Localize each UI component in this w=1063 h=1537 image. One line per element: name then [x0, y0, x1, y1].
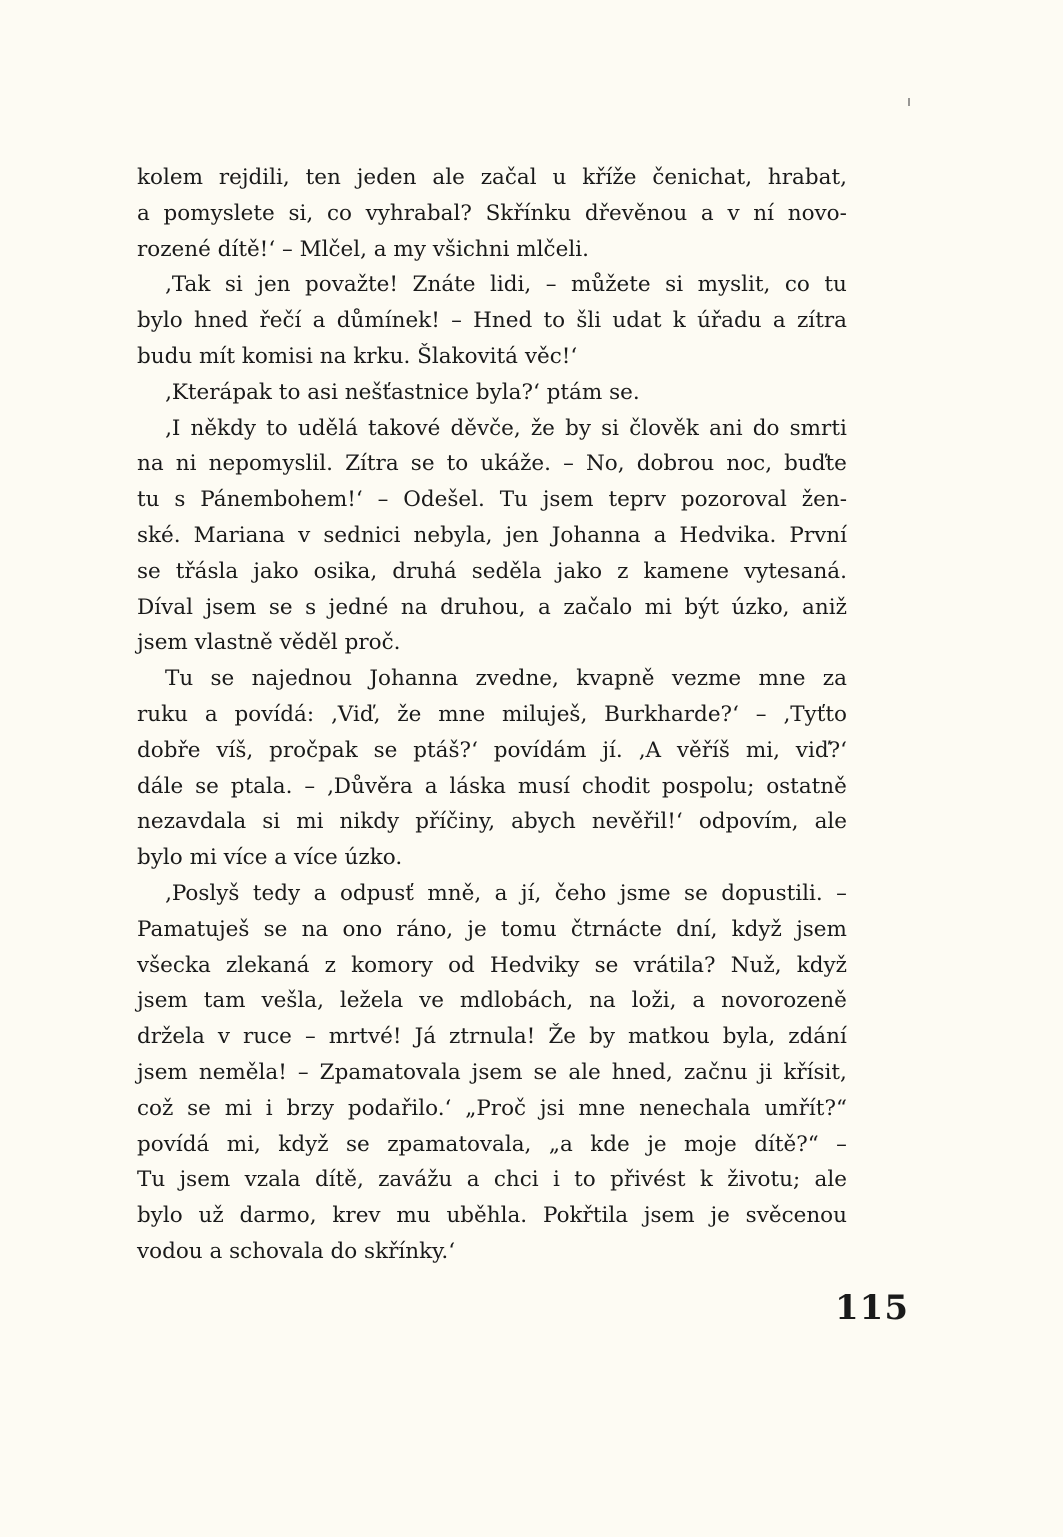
- text-line: bylo už darmo, krev mu uběhla. Pokřtila jsem je svěcenou: [137, 1203, 847, 1229]
- text-line: povídá mi, když se zpamatovala, „a kde je moje dítě?“ –: [137, 1131, 847, 1157]
- text-line: Tu se najednou Johanna zvedne, kvapně vezme mne za: [165, 666, 847, 692]
- text-line: držela v ruce – mrtvé! Já ztrnula! Že by matkou byla, zdání: [137, 1024, 847, 1050]
- text-line: dále se ptala. – ‚Důvěra a láska musí chodit pospolu; ostatně: [137, 773, 847, 799]
- text-line: bylo hned řečí a důmínek! – Hned to šli udat k úřadu a zítra: [137, 308, 847, 334]
- body-text: [137, 160, 847, 1270]
- text-line: kolem rejdili, ten jeden ale začal u kříže čenichat, hrabat,: [137, 165, 847, 190]
- text-line: budu mít komisi na krku. Šlakovitá věc!‘: [137, 343, 578, 369]
- paper-speck: [908, 98, 910, 106]
- text-line: všecka zlekaná z komory od Hedviky se vrátila? Nuž, když: [137, 952, 847, 978]
- text-line: a pomyslete si, co vyhrabal? Skřínku dřevěnou a v ní novo-: [137, 200, 847, 226]
- text-line: vodou a schovala do skřínky.‘: [137, 1238, 456, 1264]
- text-line: rozené dítě!‘ – Mlčel, a my všichni mlčeli.: [137, 236, 589, 262]
- text-line: ‚I někdy to udělá takové děvče, že by si člověk ani do smrti: [165, 415, 847, 441]
- text-line: bylo mi více a více úzko.: [137, 845, 403, 871]
- text-line: Pamatuješ se na ono ráno, je tomu čtrnácte dní, když jsem: [137, 916, 847, 942]
- text-line: Tu jsem vzala dítě, zavážu a chci i to přivést k životu; ale: [137, 1167, 847, 1193]
- text-line: Díval jsem se s jedné na druhou, a začalo mi být úzko, aniž: [137, 594, 847, 620]
- text-line: nezavdala si mi nikdy příčiny, abych nevěřil!‘ odpovím, ale: [137, 809, 847, 835]
- text-line: jsem neměla! – Zpamatovala jsem se ale hned, začnu ji křísit,: [137, 1059, 847, 1085]
- text-line: tu s Pánembohem!‘ – Odešel. Tu jsem teprv pozoroval žen-: [137, 487, 847, 513]
- text-line: což se mi i brzy podařilo.‘ „Proč jsi mne nenechala umřít?“: [137, 1095, 847, 1121]
- text-line: se třásla jako osika, druhá seděla jako z kamene vytesaná.: [137, 558, 847, 584]
- text-line: na ni nepomyslil. Zítra se to ukáže. – No, dobrou noc, buďte: [137, 451, 847, 477]
- text-line: jsem tam vešla, ležela ve mdlobách, na loži, a novorozeně: [137, 988, 847, 1014]
- text-line: ruku a povídá: ‚Viď, že mne miluješ, Burkharde?‘ – ‚Tyťto: [137, 701, 847, 727]
- text-line: jsem vlastně věděl proč.: [137, 630, 401, 656]
- text-line: dobře víš, pročpak se ptáš?‘ povídám jí. ‚A věříš mi, viď?‘: [137, 737, 847, 763]
- text-line: ‚Poslyš tedy a odpusť mně, a jí, čeho jsme se dopustili. –: [165, 880, 847, 906]
- page-number: 115: [835, 1288, 909, 1328]
- text-line: ské. Mariana v sednici nebyla, jen Johanna a Hedvika. První: [137, 522, 847, 548]
- text-line: ‚Kterápak to asi nešťastnice byla?‘ ptám se.: [165, 379, 640, 405]
- text-line: ‚Tak si jen považte! Znáte lidi, – můžete si myslit, co tu: [165, 272, 847, 298]
